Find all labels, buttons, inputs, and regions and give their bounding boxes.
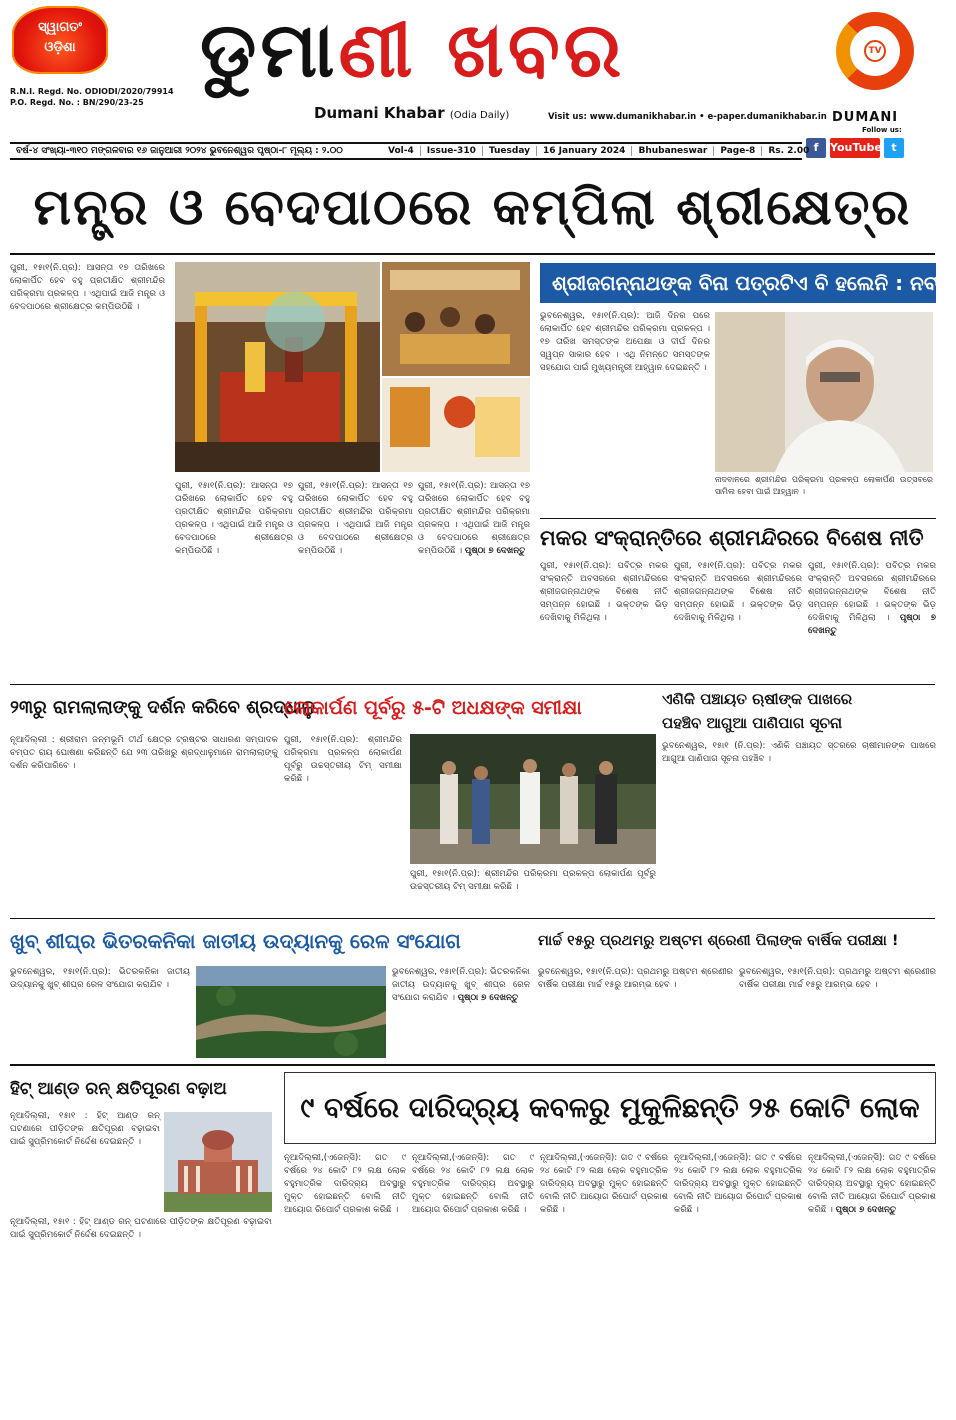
twitter-icon[interactable]: t xyxy=(884,138,904,158)
makar-body-2: ପୁରୀ, ୧୫ା୧(ନି.ପ୍ର): ପବିତ୍ର ମକର ସଂକ୍ରାନ୍ତି ଅବସରରେ ଶ୍ରୀମନ୍ଦିରରେ ଶ୍ରୀଜଗନ୍ନାଥଙ୍କ ବିଶେଷ ନୀତି ସମ୍ପନ୍ନ ହୋଇଛି । ଭକ୍ତଙ୍କ ଭିଡ଼ ଦେଖିବାକୁ ମିଳିଥିଲା । xyxy=(674,561,802,623)
hitrun-headline: ହିଟ୍ ଆଣ୍ଡ ରନ୍ କ୍ଷତିପୂରଣ ବଢ଼ାଅ xyxy=(10,1079,227,1099)
headline-divider xyxy=(10,253,935,255)
panchayat-headline-1: ଏଣିକି ପଞ୍ଚାୟତ ଋଷୀଙ୍କ ପାଖରେ xyxy=(662,690,853,708)
poverty-body-5: ନୂଆଦିଲ୍ଲୀ,(ଏଜେନ୍ସି): ଗତ ୯ ବର୍ଷରେ ୨୪ କୋଟି ୮୨ ଲକ୍ଷ ଲୋକ ବହୁମାତ୍ରିକ ଦାରିଦ୍ର୍ୟ ଅବସ୍ଥାରୁ ମୁକ୍ତ ହୋଇଛନ୍ତି ବୋଲି ନୀତି ଆୟୋଗ ରିପୋର୍ଟ ପ୍ରକାଶ କରିଛି । xyxy=(808,1153,936,1215)
poverty-body-1: ନୂଆଦିଲ୍ଲୀ,(ଏଜେନ୍ସି): ଗତ ୯ ବର୍ଷରେ ୨୪ କୋଟି ୮୨ ଲକ୍ଷ ଲୋକ ବହୁମାତ୍ରିକ ଦାରିଦ୍ର୍ୟ ଅବସ୍ଥାରୁ ମୁକ୍ତ ହୋଇଛନ୍ତି ବୋଲି ନୀତି ଆୟୋଗ ରିପୋର୍ଟ ପ୍ରକାଶ କରିଛି । xyxy=(284,1153,406,1215)
poverty-col3 xyxy=(540,1152,668,1408)
hitrun-col2 xyxy=(10,1216,272,1406)
bhitarkanika-col2 xyxy=(392,966,530,1058)
lead-story-col4 xyxy=(418,480,530,682)
review-story-text-2: ପୁରୀ, ୧୫ା୧(ନି.ପ୍ର): ଶ୍ରୀମନ୍ଦିର ପରିକ୍ରମା ପ୍ରକଳ୍ପ ଲୋକାର୍ପଣ ପୂର୍ବରୁ ଉଚ୍ଚସ୍ତରୀୟ ଟିମ୍ ସମୀକ୍ଷା କରିଛି । xyxy=(410,869,656,892)
makar-body-3: ପୁରୀ, ୧୫ା୧(ନି.ପ୍ର): ପବିତ୍ର ମକର ସଂକ୍ରାନ୍ତି ଅବସରରେ ଶ୍ରୀମନ୍ଦିରରେ ଶ୍ରୀଜଗନ୍ନାଥଙ୍କ ବିଶେଷ ନୀତି ସମ୍ପନ୍ନ ହୋଇଛି । ଭକ୍ତଙ୍କ ଭିଡ଼ ଦେଖିବାକୁ ମିଳିଥିଲା । xyxy=(808,561,936,623)
postal-number: P.O. Regd. No. : BN/290/23-25 xyxy=(10,98,144,107)
review-photo xyxy=(410,734,656,864)
poverty-continued: ପୃଷ୍ଠା ୭ ଦେଖନ୍ତୁ xyxy=(835,1205,897,1215)
lead-story-continued: ପୃଷ୍ଠା ୭ ଦେଖନ୍ତୁ xyxy=(464,546,526,556)
exam-headline: ମାର୍ଚ୍ଚ ୧୫ରୁ ପ୍ରଥମରୁ ଅଷ୍ଟମ ଶ୍ରେଣୀ ପିଲାଙ୍କ ବାର୍ଷିକ ପରୀକ୍ଷା ! xyxy=(538,933,899,949)
divider-row3 xyxy=(10,918,935,919)
lead-story-body-4: ପୁରୀ, ୧୫ା୧(ନି.ପ୍ର): ଆସନ୍ତା ୧୭ ତାରିଖରେ ଲୋକାର୍ପିତ ହେବ ବହୁ ପ୍ରତୀକ୍ଷିତ ଶ୍ରୀମନ୍ଦିର ପରିକ୍ରମା ପ୍ରକଳ୍ପ । ଏଥିପାଇଁ ଆଜି ମନ୍ତ୍ର ଓ ବେଦପାଠରେ ଶ୍ରୀକ୍ଷେତ୍ର କମ୍ପିଉଠିଛି । xyxy=(418,481,530,556)
divider-row2 xyxy=(10,684,935,685)
ram-story-text: ନୂଆଦିଲ୍ଲୀ : ଶ୍ରୀରାମ ଜନ୍ମଭୂମି ତୀର୍ଥ କ୍ଷେତ୍ର ଟ୍ରଷ୍ଟର ସାଧାରଣ ସମ୍ପାଦକ ଚମ୍ପତ ରାୟ ଘୋଷଣା କରିଛନ୍ତି ଯେ ୨୩ ତାରିଖରୁ ଶ୍ରଦ୍ଧାଳୁମାନେ ରାମଲାଲାଙ୍କୁ ଦର୍ଶନ କରିପାରିବେ । xyxy=(10,735,278,771)
lead-photo-collage xyxy=(175,262,530,472)
review-headline: ଲୋକାର୍ପଣ ପୂର୍ବରୁ ୫-ଟି ଅଧକ୍ଷଙ୍କ ସମୀକ୍ଷା xyxy=(284,697,582,719)
lead-story-col2 xyxy=(175,480,293,682)
date-strip xyxy=(10,142,810,160)
rni-number: R.N.I. Regd. No. ODIODI/2020/79914 xyxy=(10,87,174,96)
main-headline: ମନ୍ତ୍ର ଓ ବେଦପାଠରେ କମ୍ପିଲା ଶ୍ରୀକ୍ଷେତ୍ର xyxy=(33,178,912,236)
makar-headline: ମକର ସଂକ୍ରାନ୍ତିରେ ଶ୍ରୀମନ୍ଦିରରେ ବିଶେଷ ନୀତି xyxy=(540,526,924,550)
divider-naveen xyxy=(540,518,936,519)
hitrun-body-2: ନୂଆଦିଲ୍ଲୀ, ୧୫ା୧ : ହିଟ୍ ଆଣ୍ଡ ରନ୍ ଘଟଣାରେ ପୀଡ଼ିତଙ୍କ କ୍ଷତିପୂରଣ ବଢ଼ାଇବା ପାଇଁ ସୁପ୍ରିମକୋର୍ଟ ନିର୍ଦ୍ଦେଶ ଦେଇଛନ୍ତି । xyxy=(10,1217,272,1240)
masthead xyxy=(0,0,945,138)
social-links xyxy=(806,138,904,160)
bhitarkanika-body-1: ଭୁବନେଶ୍ୱର, ୧୫ା୧(ନି.ପ୍ର): ଭିତରକନିକା ଜାତୀୟ ଉଦ୍ୟାନକୁ ଖୁବ୍ ଶୀଘ୍ର ରେଳ ସଂଯୋଗ କରାଯିବ । xyxy=(10,967,190,990)
lead-story-col1 xyxy=(10,262,165,682)
bhitarkanika-body-2: ଭୁବନେଶ୍ୱର, ୧୫ା୧(ନି.ପ୍ର): ଭିତରକନିକା ଜାତୀୟ ଉଦ୍ୟାନକୁ ଖୁବ୍ ଶୀଘ୍ର ରେଳ ସଂଯୋଗ କରାଯିବ । xyxy=(392,967,530,1003)
hitrun-body-1: ନୂଆଦିଲ୍ଲୀ, ୧୫ା୧ : ହିଟ୍ ଆଣ୍ଡ ରନ୍ ଘଟଣାରେ ପୀଡ଼ିତଙ୍କ କ୍ଷତିପୂରଣ ବଢ଼ାଇବା ପାଇଁ ସୁପ୍ରିମକୋର୍ଟ ନିର୍ଦ୍ଦେଶ ଦେଇଛନ୍ତି । xyxy=(10,1111,160,1147)
poverty-body-2: ନୂଆଦିଲ୍ଲୀ,(ଏଜେନ୍ସି): ଗତ ୯ ବର୍ଷରେ ୨୪ କୋଟି ୮୨ ଲକ୍ଷ ଲୋକ ବହୁମାତ୍ରିକ ଦାରିଦ୍ର୍ୟ ଅବସ୍ଥାରୁ ମୁକ୍ତ ହୋଇଛନ୍ତି ବୋଲି ନୀତି ଆୟୋଗ ରିପୋର୍ଟ ପ୍ରକାଶ କରିଛି । xyxy=(412,1153,534,1215)
exam-body-1: ଭୁବନେଶ୍ୱର, ୧୫ା୧(ନି.ପ୍ର): ପ୍ରଥମରୁ ଅଷ୍ଟମ ଶ୍ରେଣୀର ବାର୍ଷିକ ପରୀକ୍ଷା ମାର୍ଚ୍ଚ ୧୫ରୁ ଆରମ୍ଭ ହେବ । xyxy=(538,967,733,990)
supreme-court-photo xyxy=(164,1112,272,1212)
channel-name: DUMANI xyxy=(832,110,899,125)
city: Bhubaneswar xyxy=(631,146,713,156)
poverty-col2 xyxy=(412,1152,534,1408)
makar-col1 xyxy=(540,560,668,682)
naveen-story-body xyxy=(540,310,710,488)
poverty-col1 xyxy=(284,1152,406,1408)
english-name xyxy=(314,104,509,122)
website-links[interactable]: Visit us: www.dumanikhabar.in • e-paper.dumanikhabar.in xyxy=(548,112,827,122)
registration-numbers xyxy=(10,86,174,108)
facebook-icon[interactable]: f xyxy=(806,138,826,158)
bhitarkanika-photo xyxy=(196,966,386,1058)
logo-part1: ଡୁମା xyxy=(200,5,339,94)
supreme-court-svg xyxy=(164,1112,272,1212)
makar-body-1: ପୁରୀ, ୧୫ା୧(ନି.ପ୍ର): ପବିତ୍ର ମକର ସଂକ୍ରାନ୍ତି ଅବସରରେ ଶ୍ରୀମନ୍ଦିରରେ ଶ୍ରୀଜଗନ୍ନାଥଙ୍କ ବିଶେଷ ନୀତି ସମ୍ପନ୍ନ ହୋଇଛି । ଭକ୍ତଙ୍କ ଭିଡ଼ ଦେଖିବାକୁ ମିଳିଥିଲା । xyxy=(540,561,668,623)
review-story-body-2 xyxy=(410,868,656,914)
date-strip-odia: ବର୍ଷ-୪ ସଂଖ୍ୟା-୩୧୦ ମଙ୍ଗଳବାର ୧୬ ଜାନୁଆରୀ ୨୦୨୪ ଭୁବନେଶ୍ୱର ପୃଷ୍ଠା-୮ ମୂଲ୍ୟ : ୨.୦୦ xyxy=(16,146,343,156)
naveen-headline: ଶ୍ରୀଜଗନ୍ନାଥଙ୍କ ବିନା ପତ୍ରଟିଏ ବି ହଲେନି : ନବୀନ xyxy=(540,263,936,303)
bhitarkanika-headline: ଖୁବ୍ ଶୀଘ୍ର ଭିତରକନିକା ଜାତୀୟ ଉଦ୍ୟାନକୁ ରେଳ ସଂଯୋଗ xyxy=(10,929,461,953)
welcome-line2: ଓଡ଼ିଶା xyxy=(44,40,76,55)
weekday: Tuesday xyxy=(482,146,536,156)
date-strip-english xyxy=(382,146,815,156)
divider-row4 xyxy=(10,1064,935,1066)
poverty-body-4: ନୂଆଦିଲ୍ଲୀ,(ଏଜେନ୍ସି): ଗତ ୯ ବର୍ଷରେ ୨୪ କୋଟି ୮୨ ଲକ୍ଷ ଲୋକ ବହୁମାତ୍ରିକ ଦାରିଦ୍ର୍ୟ ଅବସ୍ଥାରୁ ମୁକ୍ତ ହୋଇଛନ୍ତି ବୋଲି ନୀତି ଆୟୋଗ ରିପୋର୍ଟ ପ୍ରକାଶ କରିଛି । xyxy=(674,1153,802,1215)
makar-continued: ପୃଷ୍ଠା ୭ ଦେଖନ୍ତୁ xyxy=(808,613,937,636)
price: Rs. 2.00 xyxy=(761,146,815,156)
issue: Issue-310 xyxy=(420,146,482,156)
panchayat-story-text: ଭୁବନେଶ୍ୱର, ୧୫ା୧ (ନି.ପ୍ର): ଏଣିକି ପଞ୍ଚାୟତ ସ୍ତରରେ ଚାଷୀମାନଙ୍କ ପାଖରେ ଆଗୁଆ ପାଣିପାଗ ସୂଚନା ପହଞ୍ଚିବ । xyxy=(662,741,936,764)
page: Page-8 xyxy=(713,146,761,156)
lead-photo-svg xyxy=(175,262,530,472)
lead-story-col3 xyxy=(298,480,413,682)
poverty-body-3: ନୂଆଦିଲ୍ଲୀ,(ଏଜେନ୍ସି): ଗତ ୯ ବର୍ଷରେ ୨୪ କୋଟି ୮୨ ଲକ୍ଷ ଲୋକ ବହୁମାତ୍ରିକ ଦାରିଦ୍ର୍ୟ ଅବସ୍ଥାରୁ ମୁକ୍ତ ହୋଇଛନ୍ତି ବୋଲି ନୀତି ଆୟୋଗ ରିପୋର୍ଟ ପ୍ରକାଶ କରିଛି । xyxy=(540,1153,668,1215)
bhitarkanika-continued: ପୃଷ୍ଠା ୭ ଦେଖନ୍ତୁ xyxy=(457,993,519,1003)
bhitarkanika-photo-svg xyxy=(196,966,386,1058)
poverty-col5 xyxy=(808,1152,936,1408)
youtube-icon[interactable]: YouTube xyxy=(830,138,880,158)
poverty-headline: ୯ ବର୍ଷରେ ଦାରିଦ୍ର୍ୟ କବଳରୁ ମୁକୁଳିଛନ୍ତି ୨୫ କୋଟି ଲୋକ xyxy=(284,1072,936,1144)
hitrun-col1 xyxy=(10,1110,160,1210)
volume: Vol-4 xyxy=(388,146,414,156)
makar-col3 xyxy=(808,560,936,682)
english-tag: (Odia Daily) xyxy=(449,110,510,121)
makar-col2 xyxy=(674,560,802,682)
review-story-body xyxy=(284,734,402,914)
exam-col2 xyxy=(739,966,936,1058)
welcome-badge xyxy=(12,6,108,74)
dumani-tv-logo xyxy=(836,12,914,98)
tv-icon: TV xyxy=(864,40,886,62)
newspaper-logo xyxy=(200,4,730,96)
lead-story-body: ପୁରୀ, ୧୫ା୧(ନି.ପ୍ର): ଆସନ୍ତା ୧୭ ତାରିଖରେ ଲୋକାର୍ପିତ ହେବ ବହୁ ପ୍ରତୀକ୍ଷିତ ଶ୍ରୀମନ୍ଦିର ପରିକ୍ରମା ପ୍ରକଳ୍ପ । ଏଥିପାଇଁ ଆଜି ମନ୍ତ୍ର ଓ ବେଦପାଠରେ ଶ୍ରୀକ୍ଷେତ୍ର କମ୍ପିଉଠିଛି । xyxy=(10,263,165,312)
welcome-line1: ସ୍ୱାଗତଂ xyxy=(38,20,82,35)
naveen-photo-svg xyxy=(715,312,933,472)
poverty-col4 xyxy=(674,1152,802,1408)
logo-part2: ଣୀ ଖବର xyxy=(338,5,626,94)
ram-headline: ୨୩ରୁ ରାମଲାଲାଙ୍କୁ ଦର୍ଶନ କରିବେ ଶ୍ରଦ୍ଧାଳୁ xyxy=(10,697,315,718)
ram-story-body xyxy=(10,734,278,914)
date: 16 January 2024 xyxy=(536,146,631,156)
lead-story-body-3: ପୁରୀ, ୧୫ା୧(ନି.ପ୍ର): ଆସନ୍ତା ୧୭ ତାରିଖରେ ଲୋକାର୍ପିତ ହେବ ବହୁ ପ୍ରତୀକ୍ଷିତ ଶ୍ରୀମନ୍ଦିର ପରିକ୍ରମା ପ୍ରକଳ୍ପ । ଏଥିପାଇଁ ଆଜି ମନ୍ତ୍ର ଓ ବେଦପାଠରେ ଶ୍ରୀକ୍ଷେତ୍ର କମ୍ପିଉଠିଛି । xyxy=(298,481,413,556)
english-title: Dumani Khabar xyxy=(314,104,445,122)
lead-story-body-2: ପୁରୀ, ୧୫ା୧(ନି.ପ୍ର): ଆସନ୍ତା ୧୭ ତାରିଖରେ ଲୋକାର୍ପିତ ହେବ ବହୁ ପ୍ରତୀକ୍ଷିତ ଶ୍ରୀମନ୍ଦିର ପରିକ୍ରମା ପ୍ରକଳ୍ପ । ଏଥିପାଇଁ ଆଜି ମନ୍ତ୍ର ଓ ବେଦପାଠରେ ଶ୍ରୀକ୍ଷେତ୍ର କମ୍ପିଉଠିଛି । xyxy=(175,481,293,556)
naveen-photo-caption: ନାଦବାନରେ ଶ୍ରୀମନ୍ଦିର ପରିକ୍ରମା ପ୍ରକଳ୍ପ ଲୋକାର୍ପଣ ଉତ୍ସବରେ ସାମିଲ ହେବା ପାଇଁ ଆହ୍ୱାନ । xyxy=(715,475,933,496)
naveen-story-text: ଭୁବନେଶ୍ୱର, ୧୫ା୧(ନି.ପ୍ର): ଆଜି ଦିନର ପରେ ଲୋକାର୍ପିତ ହେବ ଶ୍ରୀମନ୍ଦିର ପରିକ୍ରମା ପ୍ରକଳ୍ପ । ୧୭ ତାରିଖ ସମସ୍ତଙ୍କ ଅପେକ୍ଷା ଓ ଦୀର୍ଘ ଦିନର ସ୍ୱପ୍ନ ସାକାର ହେବ । ଏଥି ନିମନ୍ତେ ସମସ୍ତଙ୍କ ସହଯୋଗ ପାଇଁ ମୁଖ୍ୟମନ୍ତ୍ରୀ ଆହ୍ୱାନ ଦେଇଛନ୍ତି । xyxy=(540,311,710,373)
review-photo-svg xyxy=(410,734,656,864)
naveen-photo xyxy=(715,312,933,472)
review-story-text: ପୁରୀ, ୧୫ା୧(ନି.ପ୍ର): ଶ୍ରୀମନ୍ଦିର ପରିକ୍ରମା ପ୍ରକଳ୍ପ ଲୋକାର୍ପଣ ପୂର୍ବରୁ ଉଚ୍ଚସ୍ତରୀୟ ଟିମ୍ ସମୀକ୍ଷା କରିଛି । xyxy=(284,735,402,784)
bhitarkanika-col1 xyxy=(10,966,190,1058)
follow-label: Follow us: xyxy=(862,126,902,134)
panchayat-story-body xyxy=(662,740,936,914)
panchayat-headline-2: ପହଞ୍ଚିବ ଆଗୁଆ ପାଣିପାଗ ସୂଚନା xyxy=(662,714,843,732)
exam-body-2: ଭୁବନେଶ୍ୱର, ୧୫ା୧(ନି.ପ୍ର): ପ୍ରଥମରୁ ଅଷ୍ଟମ ଶ୍ରେଣୀର ବାର୍ଷିକ ପରୀକ୍ଷା ମାର୍ଚ୍ଚ ୧୫ରୁ ଆରମ୍ଭ ହେବ । xyxy=(739,967,936,990)
exam-col1 xyxy=(538,966,733,1058)
